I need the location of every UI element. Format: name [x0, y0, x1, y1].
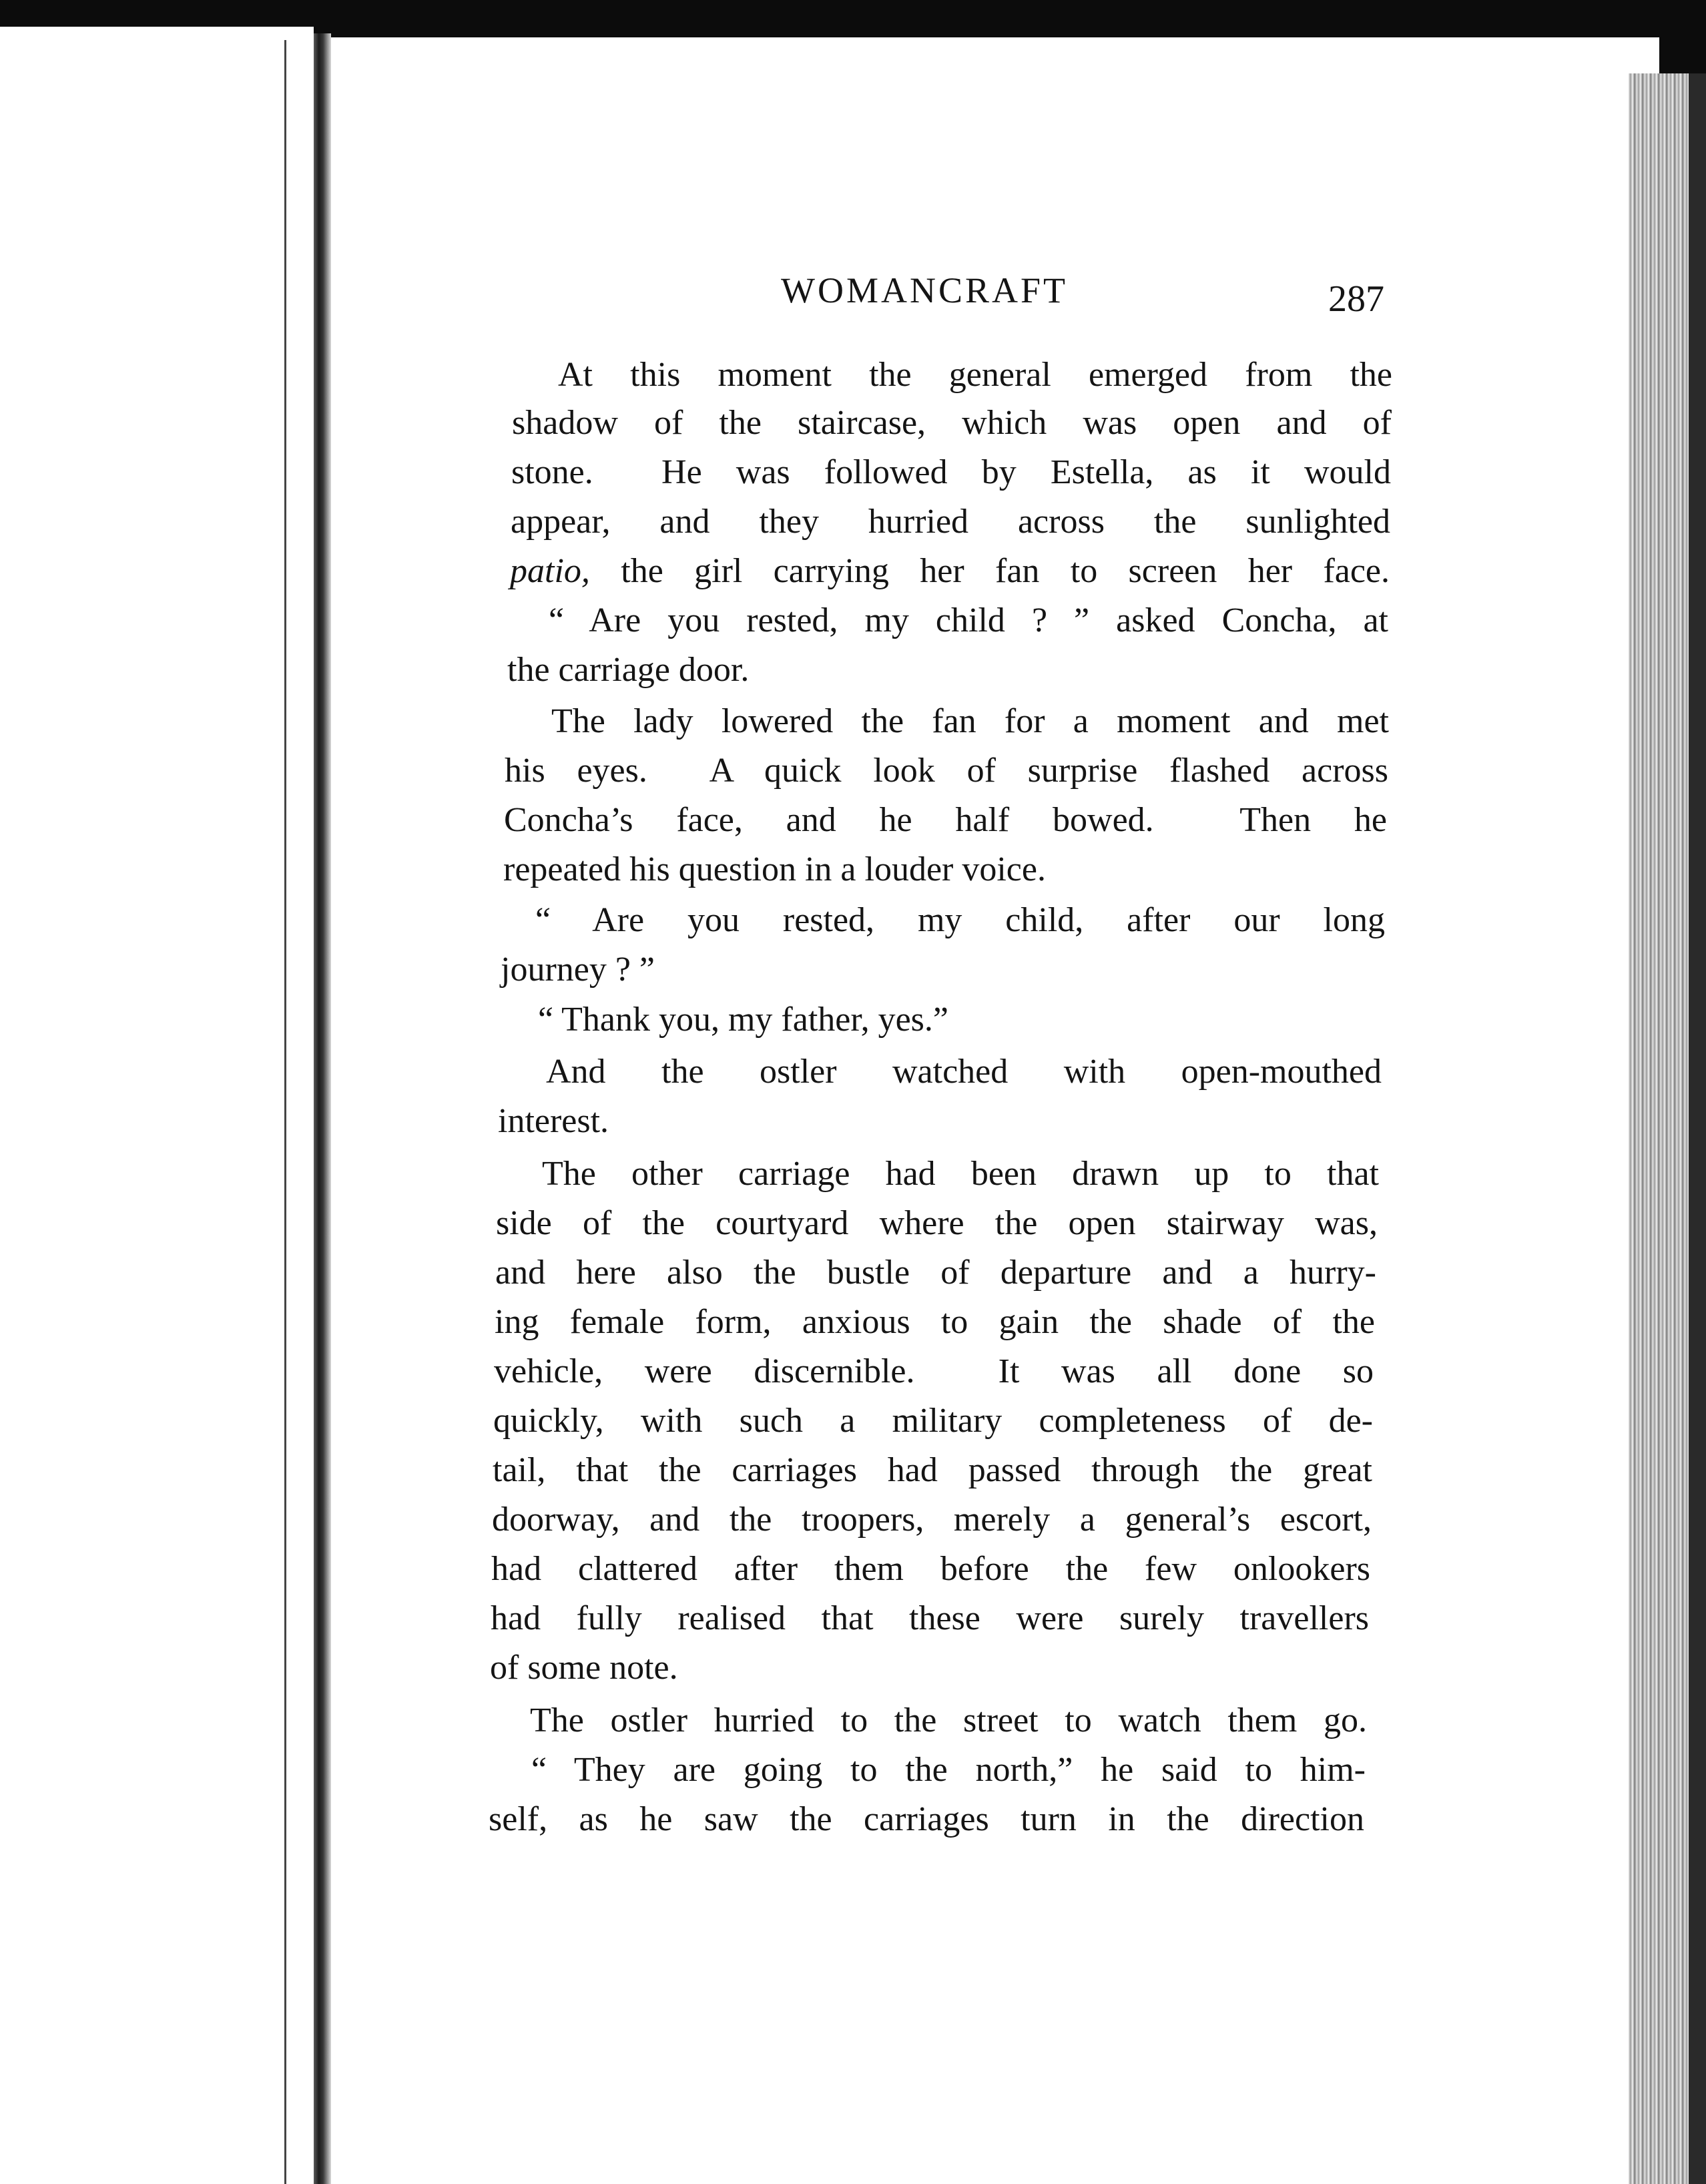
body-line: quickly, with such a military completeness of de- — [493, 1402, 1373, 1440]
body-line: The other carriage had been drawn up to that — [542, 1155, 1379, 1193]
page-number: 287 — [1328, 278, 1384, 320]
body-line: “ Are you rested, my child ? ” asked Concha, at — [549, 601, 1388, 639]
page-edges-shadow — [1689, 73, 1706, 2184]
body-line: patio, the girl carrying her fan to screen her face. — [510, 552, 1390, 590]
body-line: ing female form, anxious to gain the shade of the — [495, 1303, 1375, 1341]
body-line: stone. He was followed by Estella, as it would — [511, 453, 1391, 491]
body-line: of some note. — [490, 1649, 678, 1687]
body-line: had clattered after them before the few onlookers — [491, 1550, 1370, 1588]
italic-word-patio: patio, — [510, 552, 590, 590]
body-line: the carriage door. — [507, 651, 750, 689]
book-gutter — [314, 33, 331, 2184]
body-line: interest. — [498, 1102, 609, 1140]
body-line: Concha’s face, and he half bowed. Then he — [504, 801, 1387, 839]
body-line: and here also the bustle of departure and a hurry- — [495, 1254, 1376, 1292]
body-line: vehicle, were discernible. It was all done so — [494, 1352, 1374, 1390]
body-line: tail, that the carriages had passed through the great — [493, 1451, 1372, 1489]
body-line: repeated his question in a louder voice. — [503, 850, 1046, 888]
body-line: side of the courtyard where the open stairway was, — [496, 1204, 1378, 1242]
body-line: had fully realised that these were surely travellers — [491, 1599, 1369, 1637]
body-line: At this moment the general emerged from the — [558, 356, 1392, 394]
page-fold-line — [284, 40, 286, 2184]
body-line: “ Are you rested, my child, after our long — [535, 901, 1385, 939]
body-line: And the ostler watched with open-mouthed — [546, 1053, 1382, 1091]
body-line: The lady lowered the fan for a moment and met — [551, 702, 1389, 740]
body-line: shadow of the staircase, which was open and of — [512, 404, 1392, 442]
body-line: “ Thank you, my father, yes.” — [538, 1001, 948, 1039]
running-header-title: WOMANCRAFT — [781, 270, 1069, 310]
body-line: appear, and they hurried across the sunlighted — [511, 503, 1390, 541]
body-line: journey ? ” — [501, 950, 655, 989]
body-line: self, as he saw the carriages turn in the direction — [489, 1800, 1364, 1838]
body-line: his eyes. A quick look of surprise flashed across — [505, 752, 1388, 790]
body-line: The ostler hurried to the street to watch them go. — [530, 1701, 1367, 1739]
body-line: doorway, and the troopers, merely a general’s escort, — [492, 1500, 1372, 1539]
left-page-fragment — [0, 27, 314, 2184]
body-line: “ They are going to the north,” he said to him- — [531, 1751, 1366, 1789]
